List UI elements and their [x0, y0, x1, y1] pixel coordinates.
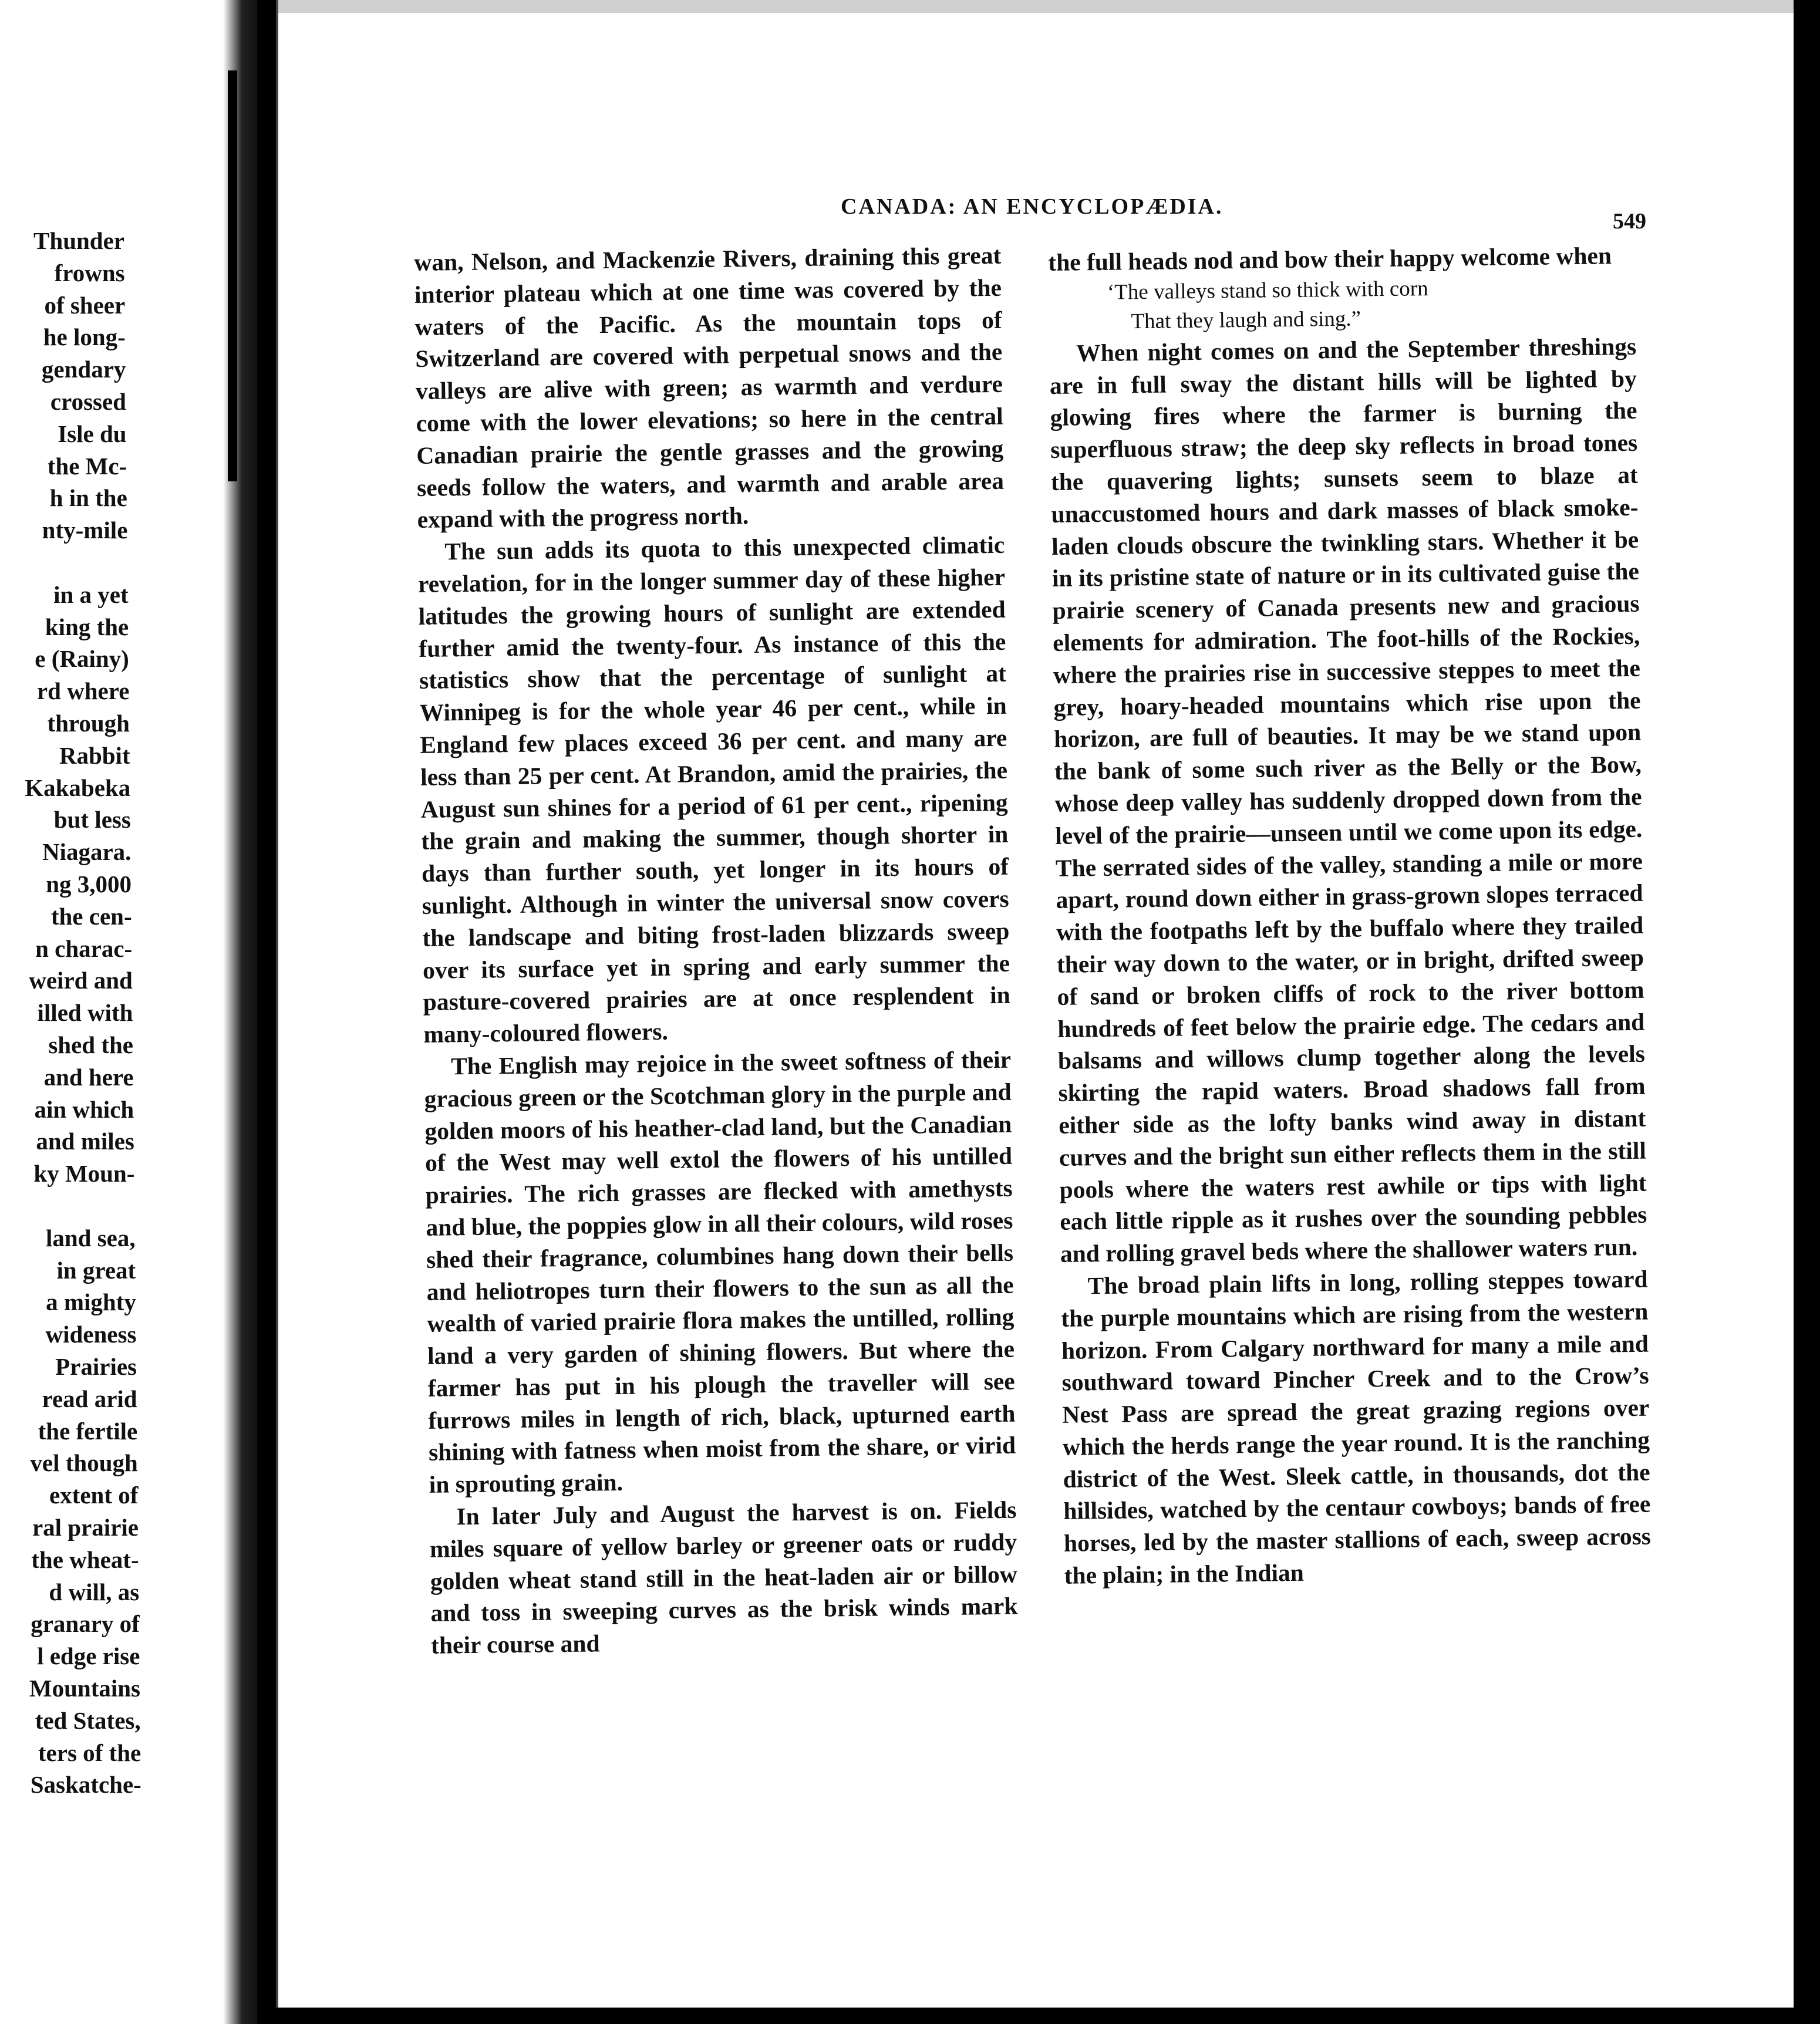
left-page-line-fragment: h in the	[49, 484, 127, 512]
left-page-line-fragment: Prairies	[55, 1353, 137, 1380]
left-page-line-fragment: wideness	[45, 1321, 137, 1348]
left-page-line-fragment: the fertile	[38, 1417, 138, 1445]
poem-line: That they laugh and sing.”	[1131, 306, 1361, 334]
page-number: 549	[1613, 209, 1646, 234]
page-inner-edge	[276, 0, 278, 2008]
left-page-line-fragment: nty-mile	[42, 517, 128, 544]
left-page-line-fragment: read arid	[42, 1385, 137, 1412]
paragraph: The English may rejoice in the sweet softness of their gracious green or the Scotchman glory in the purple and golden moors of his heather-clad land, but the Canadian of the West may well extol the flowers of his untilled prairies. The rich grasses are flecked with amethysts and blue, the poppies glow in all their colours, wild roses shed their fragrance, columbines hang down their bells and heliotropes turn their flowers to the sun as all the wealth of varied prairie flora makes the untilled, rolling land a very garden of shining flowers. But where the farmer has put in his plough the traveller will see furrows miles in length of rich, black, upturned earth shining with fatness when moist from the share, or virid in sprouting grain.	[424, 1045, 1016, 1499]
spine-gap	[257, 0, 276, 2024]
left-page-line-fragment: Isle du	[58, 420, 127, 447]
left-page-line-fragment: vel though	[30, 1449, 138, 1477]
left-page-line-fragment: a mighty	[46, 1288, 136, 1316]
left-page	[0, 0, 254, 2024]
left-page-line-fragment: ng 3,000	[46, 871, 132, 898]
paragraph: the full heads nod and bow their happy welcome when	[1048, 242, 1612, 276]
left-page-line-fragment: ted States,	[35, 1706, 141, 1734]
right-column	[1048, 239, 1652, 1592]
left-page-line-fragment: land sea,	[45, 1224, 136, 1251]
left-page-line-fragment: Thunder	[33, 227, 124, 254]
left-page-line-fragment: ky Moun-	[33, 1160, 135, 1188]
poem-quote	[1049, 272, 1636, 338]
left-page-line-fragment: the Mc-	[47, 452, 127, 480]
left-page-line-fragment: gendary	[41, 356, 126, 383]
left-page-line-fragment: king the	[45, 613, 129, 640]
left-page-line-fragment: shed the	[48, 1031, 133, 1058]
left-page-line-fragment: ain which	[34, 1095, 134, 1123]
running-title: CANADA: AN ENCYCLOPÆDIA.	[841, 194, 1224, 219]
left-page-line-fragment: he long-	[43, 323, 126, 351]
paragraph: The broad plain lifts in long, rolling steppes toward the purple mountains which are rising from the western horizon. From Calgary northward for many a mile and southward toward Pincher Creek and to the Crow’s Nest Pass are spread the great grazing regions over which the herds range the year round. It is the ranching district of the West. Sleek cattle, in thousands, dot the hillsides, watched by the centaur cowboys; bands of free horses, led by the master stallions of each, sweep across the plain; in the Indian	[1061, 1265, 1652, 1589]
paragraph: When night comes on and the September threshings are in full sway the distant hills will be lighted by glowing fires where the farmer is burning the superfluous straw; the deep sky reflects in broad tones the quavering lights; sunsets seem to blaze at unaccustomed hours and dark masses of black smoke-laden clouds obscure the twinkling stars. Whether it be in its pristine state of nature or in its cultivated guise the prairie scenery of Canada presents new and gracious elements for admiration. The foot-hills of the Rockies, where the prairies rise in successive steppes to meet the grey, hoary-headed mountains which rise upon the horizon, are full of beauties. It may be we stand upon the bank of some such river as the Belly or the Bow, whose deep valley has suddenly dropped down from the level of the prairie—unseen until we come upon its edge. The serrated sides of the valley, standing a mile or more apart, round down either in grass-grown slopes terraced with the footpaths left by the buffalo where they trailed their way down to the water, or in bright, drifted sweep of sand or broken cliffs of rock to the river bottom hundreds of feet below the prairie edge. The cedars and balsams and willows clump together along the levels skirting the rapid waters. Broad shadows fall from either side as the lofty banks wind away in distant curves and the bright sun either reflects them in the still pools where the waters rest awhile or tips with light each little ripple as it rushes over the sounding pebbles and rolling gravel beds where the shallower waters run.	[1049, 332, 1647, 1267]
left-page-line-fragment: ral prairie	[32, 1514, 139, 1541]
left-page-line-fragment: through	[47, 710, 130, 737]
left-page-line-fragment: n charac-	[35, 935, 133, 962]
left-page-line-fragment: in a yet	[53, 581, 129, 608]
left-page-line-fragment: and here	[43, 1063, 134, 1091]
left-page-line-fragment: crossed	[50, 388, 126, 415]
paragraph: wan, Nelson, and Mackenzie Rivers, draining this great interior plateau which at one time was covered by the waters of the Pacific. As the mountain tops of Switzerland are covered with perpetual snows and the valleys are alive with green; as warmth and verdure come with the lower elevations; so here in the central Canadian prairie the gentle grasses and the growing seeds follow the waters, and warmth and arable area expand with the progress north.	[414, 241, 1005, 534]
left-column	[414, 239, 1018, 1662]
paragraph: In later July and August the harvest is on. Fields miles square of yellow barley or greener oats or ruddy golden wheat stand still in the heat-laden air or billow and toss in sweeping curves as the brisk winds mark their course and	[429, 1496, 1018, 1659]
left-page-line-fragment: in great	[56, 1256, 136, 1284]
paragraph: The sun adds its quota to this unexpected climatic revelation, for in the longer summer day of these higher latitudes the growing hours of sunlight are extended further amid the twenty-four. As instance of this the statistics show that the percentage of sunlight at Winnipeg is for the whole year 46 per cent., while in England few places exceed 36 per cent. and many are less than 25 per cent. At Brandon, amid the prairies, the August sun shines for a period of 61 per cent., ripening the grain and making the summer, though shorter in days than further south, yet longer in its hours of sunlight. Although in winter the universal snow covers the landscape and biting frost-laden blizzards sweep over its surface yet in spring and early summer the pasture-covered prairies are at once resplendent in many-coloured flowers.	[417, 531, 1010, 1048]
left-page-line-fragment: granary of	[31, 1610, 140, 1638]
left-page-line-fragment: and miles	[36, 1128, 134, 1155]
left-page-line-fragment: l edge rise	[37, 1642, 140, 1670]
page-top-edge	[276, 0, 1794, 13]
left-page-line-fragment: ters of the	[38, 1739, 141, 1766]
left-page-line-fragment: the cen-	[50, 902, 132, 930]
left-page-line-fragment: Mountains	[29, 1675, 140, 1702]
left-page-line-fragment: e (Rainy)	[35, 645, 129, 673]
left-page-line-fragment: d will, as	[49, 1578, 140, 1605]
left-page-line-fragment: frowns	[54, 259, 125, 286]
left-page-line-fragment: Niagara.	[42, 838, 132, 866]
left-page-line-fragment: of sheer	[44, 291, 126, 319]
left-page-line-fragment: the wheat-	[31, 1546, 139, 1573]
left-page-line-fragment: Saskatche-	[30, 1771, 141, 1799]
left-page-line-fragment: but less	[53, 806, 131, 834]
spine-dark	[228, 70, 237, 481]
left-page-line-fragment: weird and	[29, 967, 133, 994]
left-page-line-fragment: illed with	[37, 999, 133, 1027]
left-page-line-fragment: rd where	[36, 677, 130, 705]
right-page	[276, 0, 1794, 2008]
poem-line: ‘The valleys stand so thick with corn	[1107, 276, 1428, 305]
left-page-line-fragment: Rabbit	[59, 741, 130, 769]
right-edge	[1794, 0, 1820, 2024]
left-page-line-fragment: Kakabeka	[25, 774, 131, 801]
left-page-line-fragment: extent of	[49, 1482, 139, 1509]
